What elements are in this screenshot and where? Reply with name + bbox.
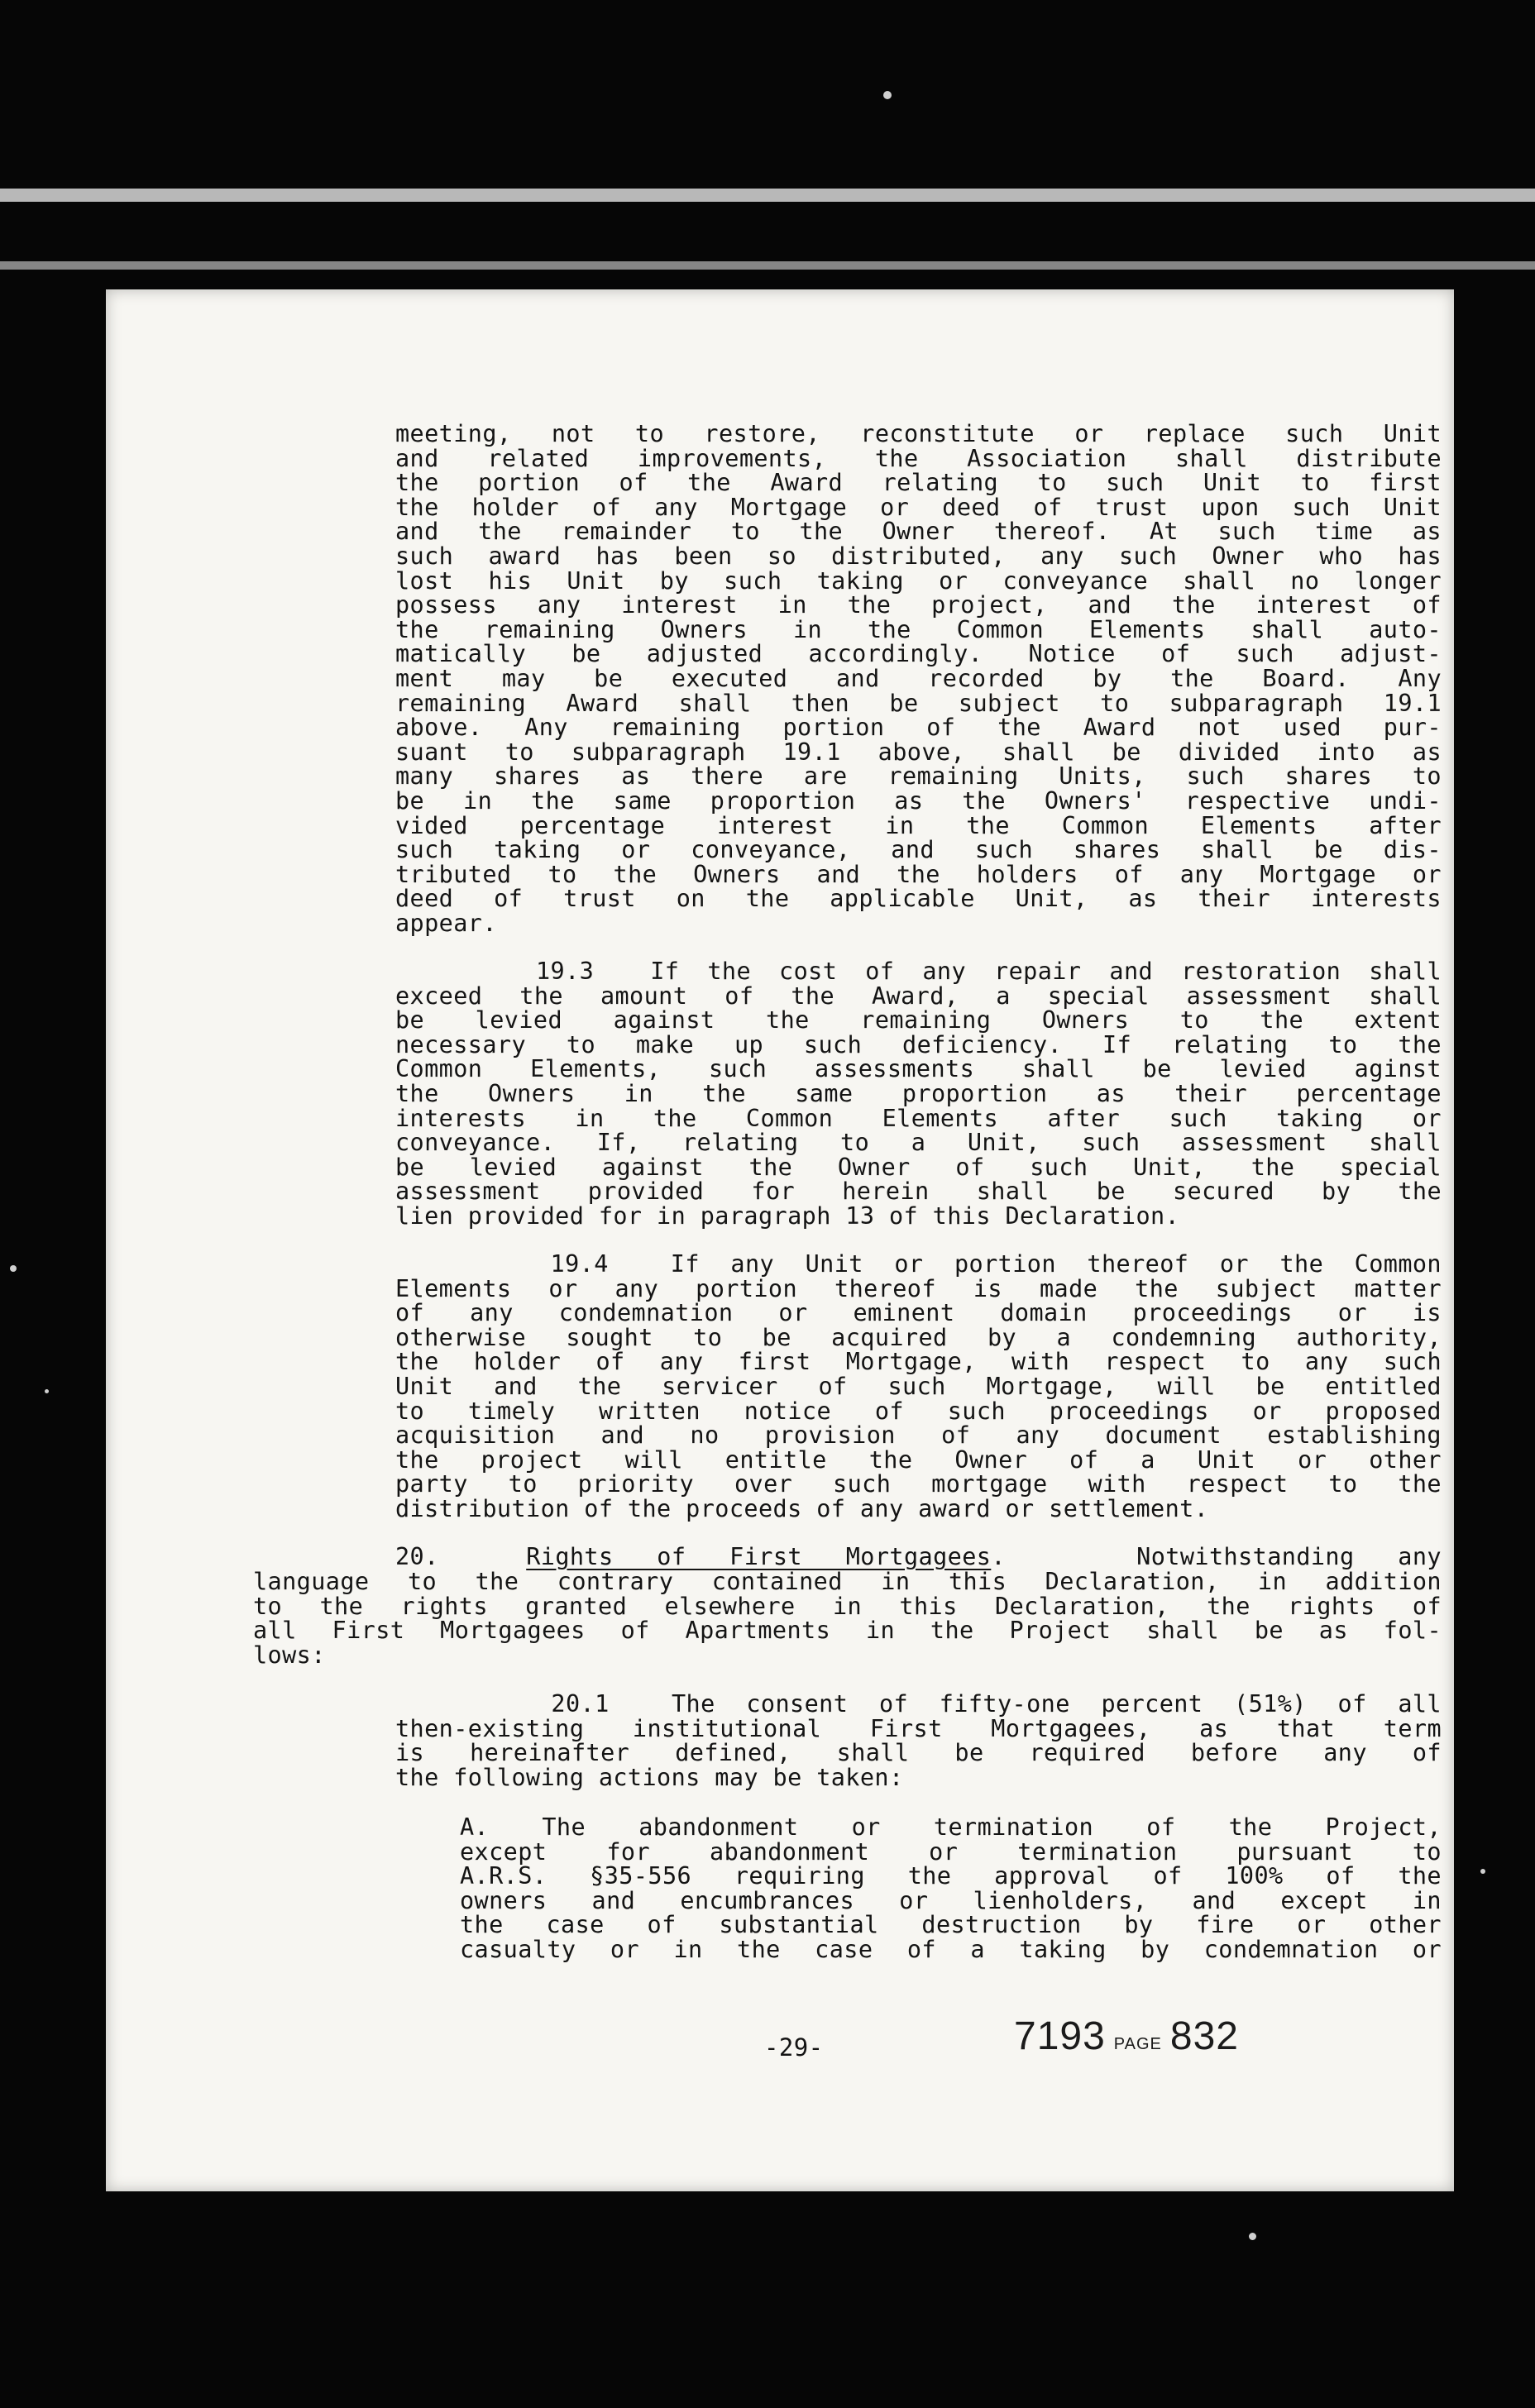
text-line: meeting, not to restore, reconstitute or replace such Unit xyxy=(395,420,1442,447)
section-lead-text: Notwithstanding any xyxy=(1136,1543,1442,1570)
text-line: necessary to make up such deficiency. If relating to the xyxy=(395,1030,1442,1058)
text-line: Unit and the servicer of such Mortgage, will be entitled xyxy=(395,1372,1442,1400)
text-line: party to priority over such mortgage with respect to the xyxy=(395,1470,1442,1498)
section-title-period: . xyxy=(991,1543,1006,1570)
scan-speck xyxy=(45,1389,49,1393)
text-line: appear. xyxy=(395,909,497,937)
text-line: acquisition and no provision of any document establishing xyxy=(395,1421,1442,1450)
text-line: the case of substantial destruction by fire or other xyxy=(460,1911,1442,1939)
text-line: owners and encumbrances or lienholders, and except in xyxy=(460,1886,1442,1914)
paragraph-20-1-a xyxy=(460,1815,1442,1962)
text-line: vided percentage interest in the Common Elements after xyxy=(395,811,1442,839)
text-line: such taking or conveyance, and such shares shall be dis- xyxy=(395,836,1442,864)
text-line: distribution of the proceeds of any award or settlement. xyxy=(395,1494,1209,1522)
text-line: the holder of any first Mortgage, with respect to any such xyxy=(395,1348,1442,1376)
text-line: the holder of any Mortgage or deed of trust upon such Unit xyxy=(395,493,1442,521)
text-line: Common Elements, such assessments shall be levied aginst xyxy=(395,1055,1442,1083)
text-line: suant to subparagraph 19.1 above, shall be divided into as xyxy=(395,738,1442,766)
text-line: and the remainder to the Owner thereof. At such time as xyxy=(395,518,1442,546)
scan-edge-band-lower xyxy=(0,261,1535,270)
text-line: to the rights granted elsewhere in this Declaration, the rights of xyxy=(253,1592,1442,1620)
text-line: 20.1 The consent of fifty-one percent (51%) of all xyxy=(395,1690,1442,1718)
paragraph-20-1 xyxy=(395,1692,1442,1789)
text-line: interests in the Common Elements after such taking or xyxy=(395,1104,1442,1132)
text-line: of any condemnation or eminent domain proceedings or is xyxy=(395,1299,1442,1327)
text-line: remaining Award shall then be subject to subparagraph 19.1 xyxy=(395,689,1442,717)
text-line: then-existing institutional First Mortgagees, as that term xyxy=(395,1714,1442,1742)
document-page xyxy=(106,289,1454,2191)
text-line: casualty or in the case of a taking by condemnation or xyxy=(460,1935,1442,1963)
text-line: exceed the amount of the Award, a special assessment shall xyxy=(395,982,1442,1010)
recording-stamp xyxy=(1014,2014,1239,2058)
recording-book: 7193 xyxy=(1014,2014,1106,2058)
text-line: tributed to the Owners and the holders of any Mortgage or xyxy=(395,860,1442,888)
text-line: be in the same proportion as the Owners' respective undi- xyxy=(395,786,1442,815)
text-line: A. The abandonment or termination of the Project, xyxy=(460,1813,1442,1841)
scan-speck xyxy=(883,91,892,99)
text-line: ment may be executed and recorded by the Board. Any xyxy=(395,664,1442,692)
text-line: the project will entitle the Owner of a Unit or other xyxy=(395,1445,1442,1474)
section-number: 20. xyxy=(395,1543,439,1570)
text-line: lien provided for in paragraph 13 of this Declaration. xyxy=(395,1202,1180,1230)
paragraph-19-4 xyxy=(395,1252,1442,1522)
text-line: is hereinafter defined, shall be required before any of xyxy=(395,1739,1442,1767)
text-line: be levied against the remaining Owners to the extent xyxy=(395,1006,1442,1034)
text-line: the remaining Owners in the Common Elements shall auto- xyxy=(395,615,1442,643)
text-line: be levied against the Owner of such Unit, the special xyxy=(395,1153,1442,1181)
section-20-heading-line xyxy=(395,1545,1442,1570)
text-line: the following actions may be taken: xyxy=(395,1763,904,1791)
page-number: -29- xyxy=(764,2033,824,2062)
text-line: 19.3 If the cost of any repair and restoration shall xyxy=(395,958,1442,985)
scan-speck xyxy=(1480,1869,1485,1874)
document-text xyxy=(106,289,1454,2191)
text-line: many shares as there are remaining Units, such shares to xyxy=(395,762,1442,791)
text-line xyxy=(395,1545,1442,1570)
text-line: lost his Unit by such taking or conveyance shall no longer xyxy=(395,566,1442,595)
text-line: Elements or any portion thereof is made the subject matter xyxy=(395,1274,1442,1302)
section-title: Rights of First Mortgagees xyxy=(526,1543,992,1570)
text-line: except for abandonment or termination pursuant to xyxy=(460,1837,1442,1866)
text-line: above. Any remaining portion of the Award not used pur- xyxy=(395,714,1442,742)
recording-label: PAGE xyxy=(1113,2035,1162,2053)
text-line: possess any interest in the project, and the interest of xyxy=(395,591,1442,619)
text-line: matically be adjusted accordingly. Notice of such adjust- xyxy=(395,640,1442,668)
scan-speck xyxy=(1249,2233,1256,2240)
text-line: lows: xyxy=(253,1641,326,1669)
text-line: otherwise sought to be acquired by a condemning authority, xyxy=(395,1323,1442,1351)
text-line: all First Mortgagees of Apartments in the Project shall be as fol- xyxy=(253,1617,1442,1645)
text-line: such award has been so distributed, any such Owner who has xyxy=(395,542,1442,570)
text-line: language to the contrary contained in this Declaration, in addition xyxy=(253,1568,1442,1595)
recording-page: 832 xyxy=(1169,2014,1239,2058)
text-line: to timely written notice of such proceedings or proposed xyxy=(395,1397,1442,1425)
text-line: the portion of the Award relating to such Unit to first xyxy=(395,469,1442,497)
text-line: assessment provided for herein shall be secured by the xyxy=(395,1178,1442,1206)
text-line: conveyance. If, relating to a Unit, such assessment shall xyxy=(395,1129,1442,1157)
paragraph-19-3 xyxy=(395,959,1442,1229)
scan-edge-band xyxy=(0,189,1535,202)
text-line: 19.4 If any Unit or portion thereof or the Common xyxy=(395,1250,1442,1278)
text-line: deed of trust on the applicable Unit, as their interests xyxy=(395,885,1442,913)
text-line: and related improvements, the Association shall distribute xyxy=(395,444,1442,472)
scan-speck xyxy=(10,1265,17,1272)
text-line: A.R.S. §35-556 requiring the approval of 100% of the xyxy=(460,1862,1442,1890)
text-line: the Owners in the same proportion as their percentage xyxy=(395,1079,1442,1107)
paragraph-19-2-continued xyxy=(395,422,1442,935)
section-20-intro xyxy=(253,1570,1442,1667)
